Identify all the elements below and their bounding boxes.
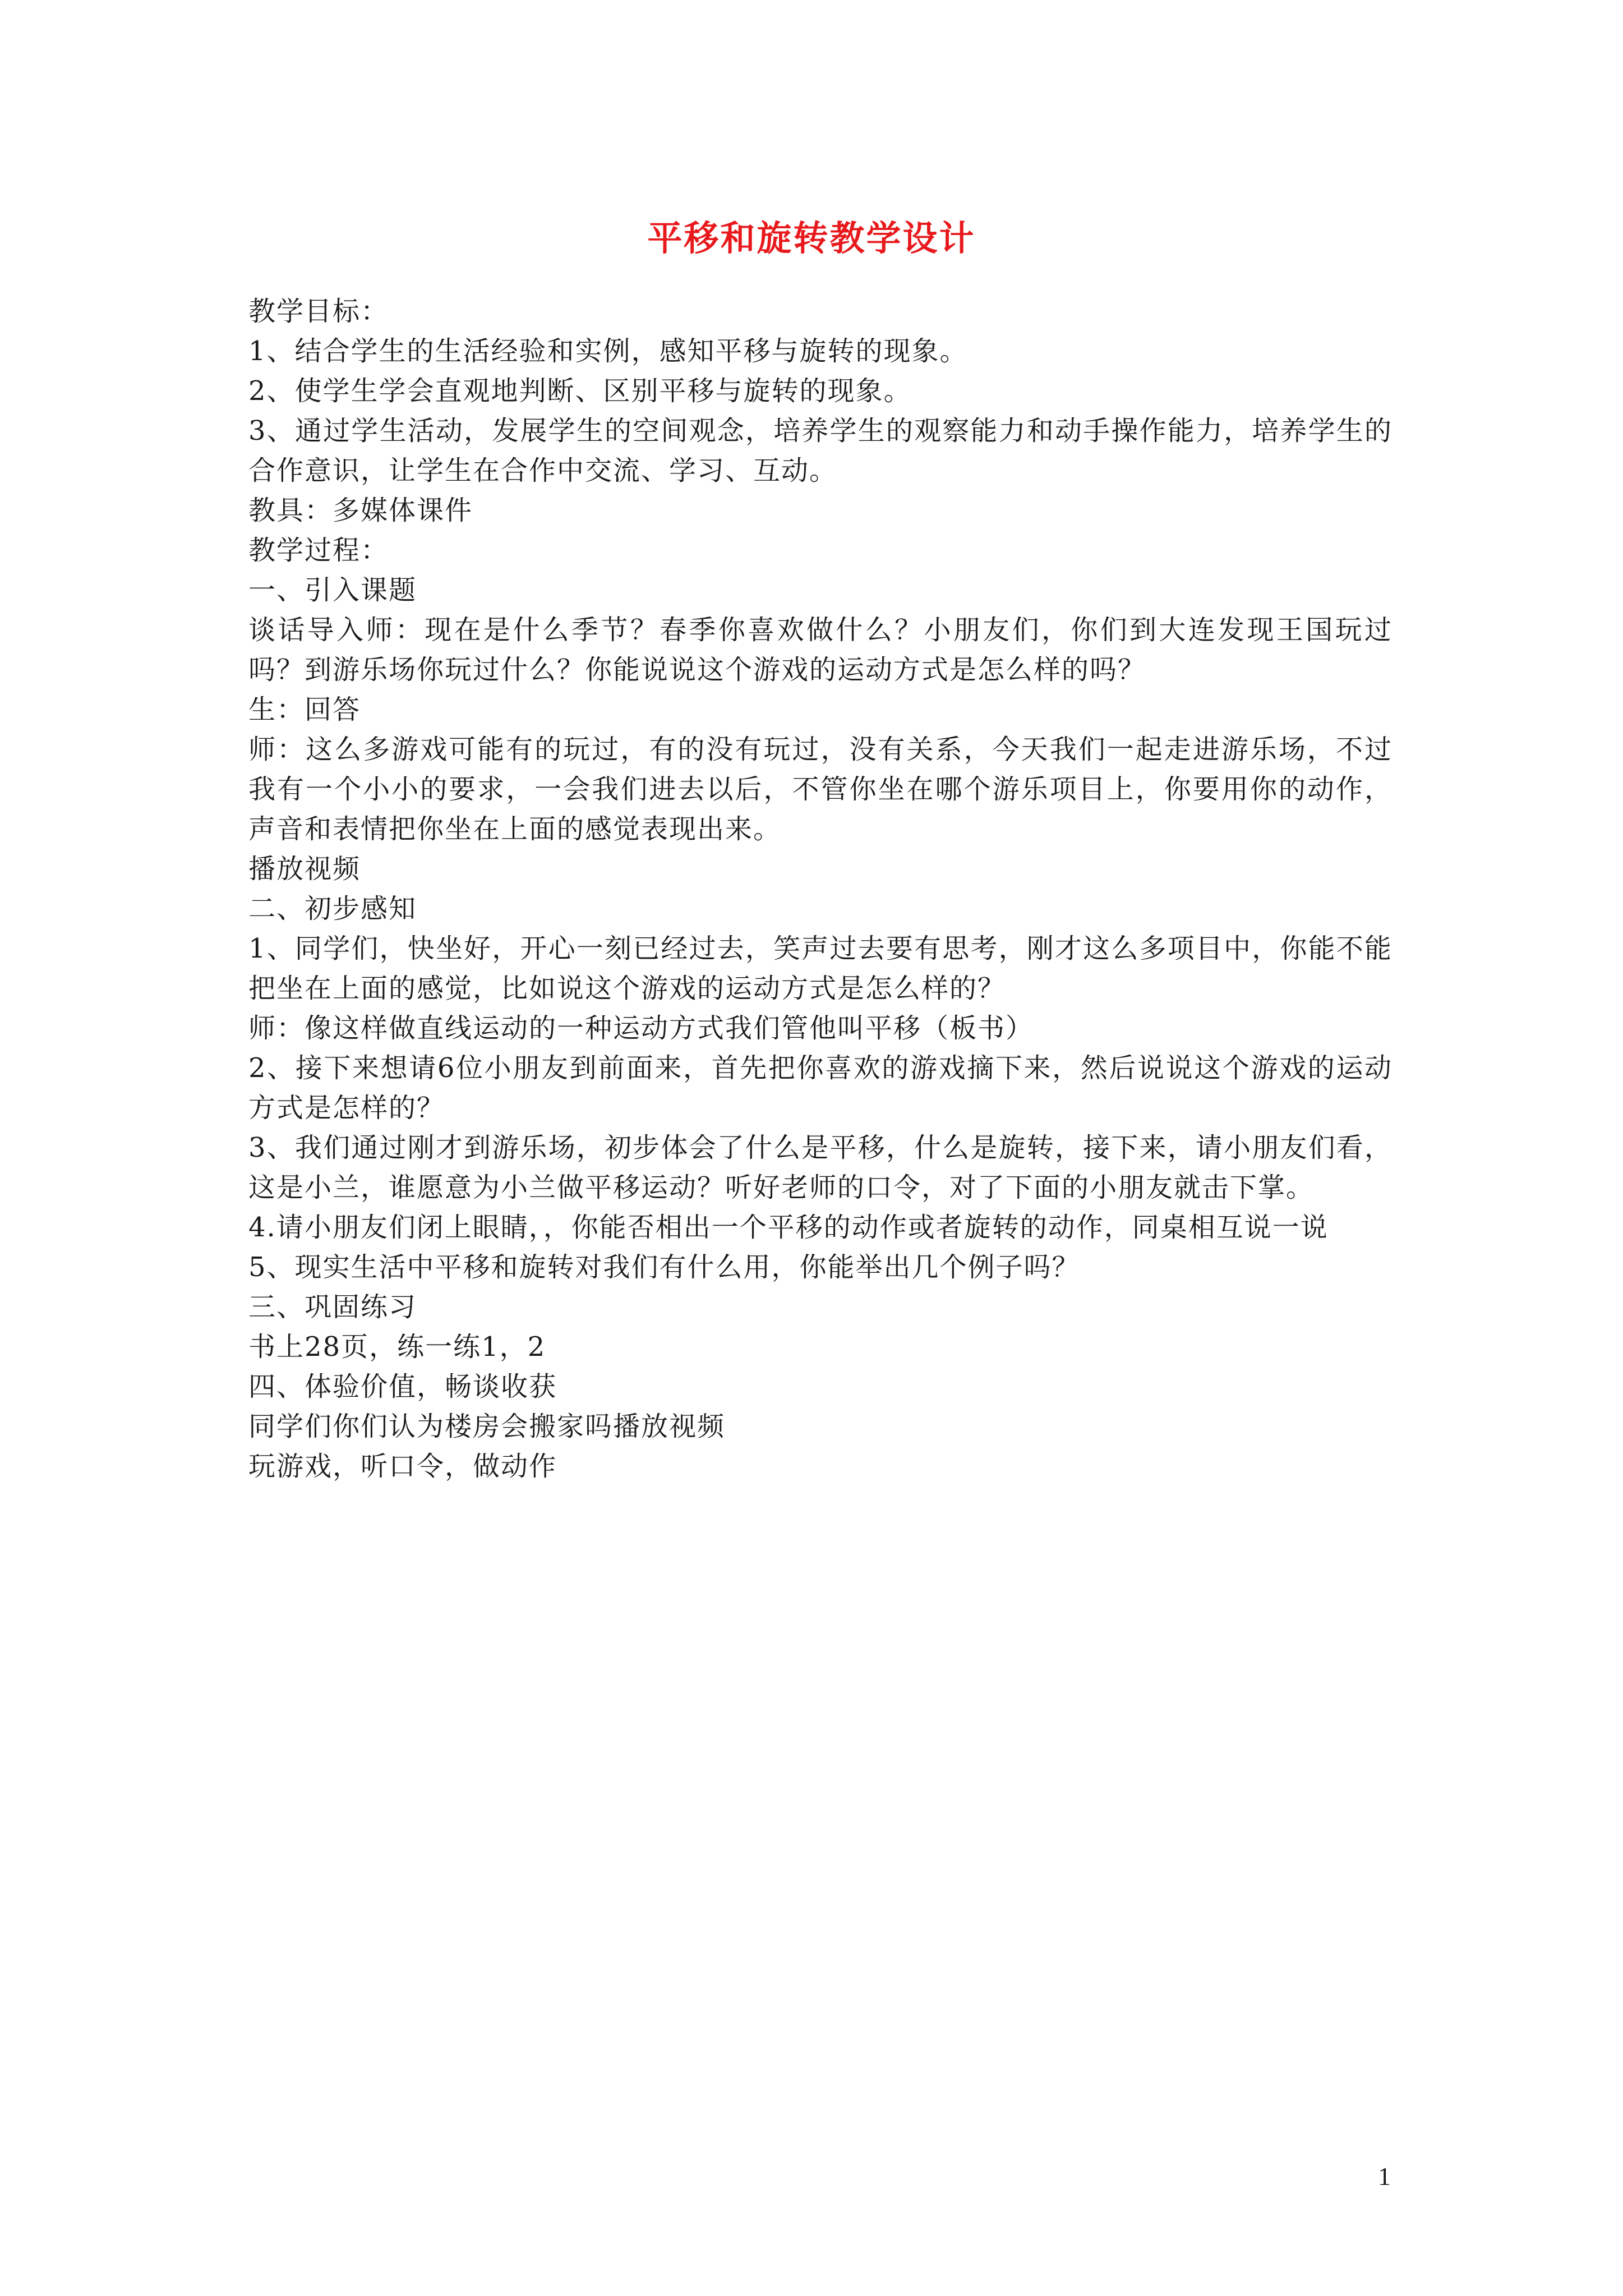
- document-title: 平移和旋转教学设计: [647, 218, 976, 259]
- paragraph-play-video: 播放视频: [248, 853, 361, 885]
- page-number: 1: [1378, 2162, 1391, 2191]
- paragraph-process-heading: 教学过程：: [248, 535, 389, 566]
- paragraph-step-3: 3、我们通过刚才到游乐场，初步体会了什么是平移，什么是旋转，接下来，请小朋友们看，这是小兰，谁愿意为小兰做平移运动？听好老师的口令，对了下面的小朋友就击下掌。: [248, 1132, 1393, 1203]
- paragraph-game: 玩游戏，听口令，做动作: [248, 1451, 557, 1482]
- paragraph-objective-1: 1、结合学生的生活经验和实例，感知平移与旋转的现象。: [248, 335, 968, 367]
- paragraph-objective-2: 2、使学生学会直观地判断、区别平移与旋转的现象。: [248, 375, 912, 407]
- paragraph-teacher-talk: 师：这么多游戏可能有的玩过，有的没有玩过，没有关系，今天我们一起走进游乐场，不过我有一个小小的要求，一会我们进去以后，不管你坐在哪个游乐项目上，你要用你的动作，声音和表情把你坐在上面的感觉表现出来。: [248, 734, 1393, 845]
- paragraph-step-4: 4.请小朋友们闭上眼睛，，你能否相出一个平移的动作或者旋转的动作，同桌相互说一说: [248, 1212, 1329, 1243]
- paragraph-teacher-translation: 师：像这样做直线运动的一种运动方式我们管他叫平移（板书）: [248, 1013, 1034, 1044]
- paragraph-teaching-aids: 教具：多媒体课件: [248, 495, 473, 526]
- paragraph-step-2: 2、接下来想请6位小朋友到前面来，首先把你喜欢的游戏摘下来，然后说说这个游戏的运动方式是怎样的？: [248, 1052, 1393, 1124]
- section-heading-4: 四、体验价值，畅谈收获: [248, 1371, 557, 1402]
- paragraph-step-5: 5、现实生活中平移和旋转对我们有什么用，你能举出几个例子吗？: [248, 1251, 1080, 1283]
- paragraph-objective-3: 3、通过学生活动，发展学生的空间观念，培养学生的观察能力和动手操作能力，培养学生的合作意识，让学生在合作中交流、学习、互动。: [248, 415, 1393, 486]
- paragraph-exercise: 书上28页，练一练1，2: [248, 1331, 546, 1363]
- section-heading-1: 一、引入课题: [248, 574, 417, 606]
- paragraph-intro-talk: 谈话导入师：现在是什么季节？春季你喜欢做什么？小朋友们，你们到大连发现王国玩过吗？到游乐场你玩过什么？你能说说这个游戏的运动方式是怎么样的吗？: [248, 614, 1393, 685]
- paragraph-step-1: 1、同学们，快坐好，开心一刻已经过去，笑声过去要有思考，刚才这么多项目中，你能不能把坐在上面的感觉，比如说这个游戏的运动方式是怎么样的？: [248, 933, 1393, 1004]
- paragraph-objectives-heading: 教学目标：: [248, 296, 389, 327]
- paragraph-student-answer: 生：回答: [248, 694, 361, 725]
- section-heading-3: 三、巩固练习: [248, 1291, 417, 1323]
- paragraph-buildings: 同学们你们认为楼房会搬家吗播放视频: [248, 1411, 726, 1442]
- document-body: [248, 292, 1393, 1487]
- section-heading-2: 二、初步感知: [248, 893, 417, 924]
